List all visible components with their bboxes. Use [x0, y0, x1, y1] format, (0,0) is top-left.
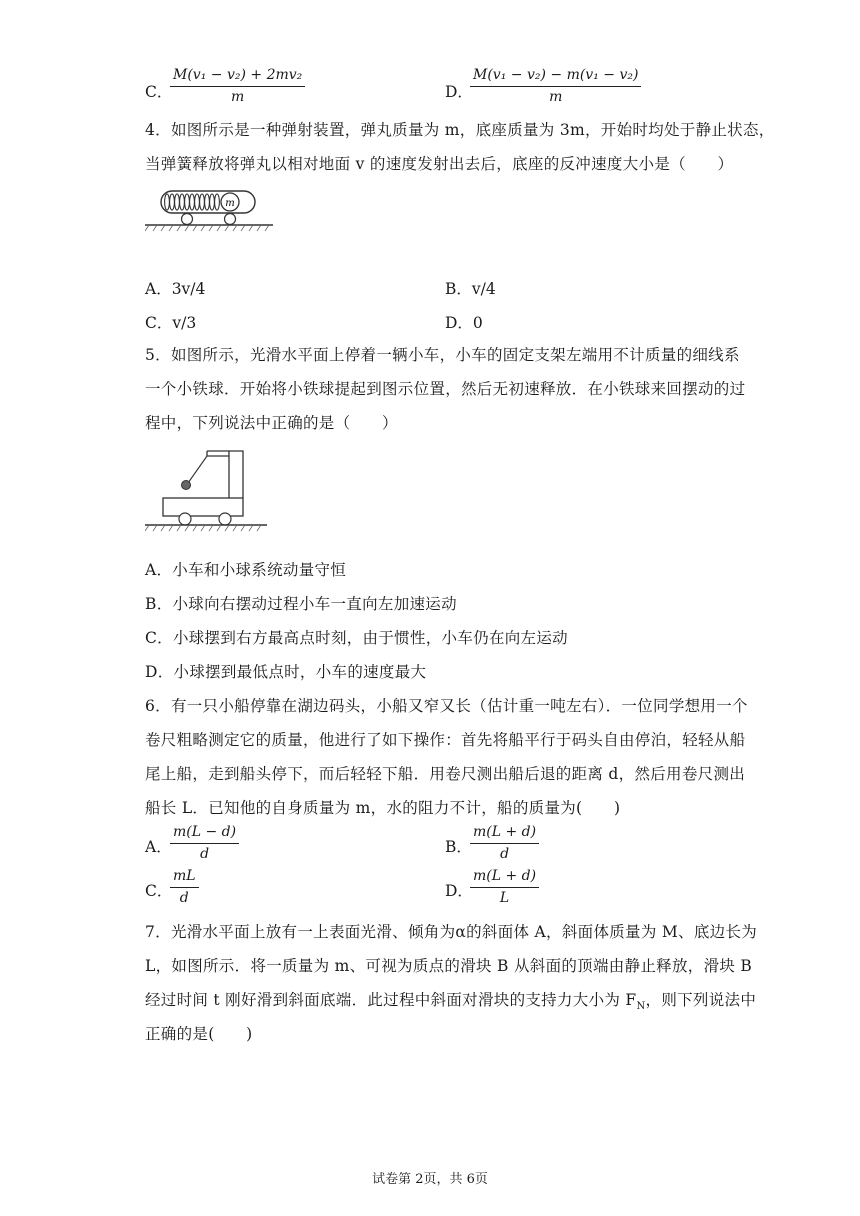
q5-option-c: C．小球摆到右方最高点时刻，由于惯性，小车仍在向左运动	[145, 629, 568, 647]
q6-option-b-numerator: m(L + d)	[470, 823, 539, 844]
q3-option-c-numerator: M(v₁ − v₂) + 2mv₂	[170, 66, 305, 87]
q6-option-c-denominator: d	[179, 890, 189, 906]
q4-option-d: D．0	[445, 314, 483, 332]
launcher-wheel-right	[225, 214, 236, 225]
q4-option-b: B．v/4	[445, 280, 496, 298]
floor-hatching	[145, 525, 261, 531]
q3-option-d-formula	[470, 66, 641, 105]
q6-option-a-formula	[170, 823, 239, 862]
q3-option-c-label: C．	[145, 83, 173, 101]
pendulum-cart-figure	[145, 443, 270, 539]
cart-wheel-right	[219, 513, 231, 525]
cart-support-post	[229, 451, 243, 498]
q3-option-d-numerator: M(v₁ − v₂) − m(v₁ − v₂)	[470, 66, 641, 87]
q7-stem-line3-text: 经过时间 t 刚好滑到斜面底端．此过程中斜面对滑块的支持力大小为 F	[145, 991, 637, 1009]
q7-stem-line2: L，如图所示．将一质量为 m、可视为质点的滑块 B 从斜面的顶端由静止释放，滑块 B	[145, 957, 753, 975]
spring-coil	[165, 194, 220, 210]
q6-option-d-label: D．	[445, 882, 473, 900]
q7-stem-line1: 7．光滑水平面上放有一上表面光滑、倾角为α的斜面体 A，斜面体质量为 M、底边长为	[145, 923, 758, 941]
cart-wheel-left	[179, 513, 191, 525]
projectile-label: m	[225, 198, 235, 209]
q6-option-a-numerator: m(L − d)	[170, 823, 239, 844]
q3-option-c-denominator: m	[231, 89, 245, 105]
q6-stem-line1: 6．有一只小船停靠在湖边码头，小船又窄又长（估计重一吨左右）．一位同学想用一个	[145, 697, 748, 715]
q6-stem-line4: 船长 L．已知他的自身质量为 m，水的阻力不计，船的质量为( )	[145, 799, 621, 817]
q5-option-b: B．小球向右摆动过程小车一直向左加速运动	[145, 595, 457, 613]
q6-option-a-label: A．	[145, 838, 172, 856]
q6-option-c-label: C．	[145, 882, 173, 900]
q4-stem-line1: 4．如图所示是一种弹射装置，弹丸质量为 m，底座质量为 3m，开始时均处于静止状态，	[145, 121, 775, 139]
q6-option-b-label: B．	[445, 838, 472, 856]
q7-force-subscript: N	[636, 1001, 646, 1013]
q5-stem-line3: 程中，下列说法中正确的是（ ）	[145, 414, 398, 432]
q6-option-d-formula	[470, 867, 539, 906]
q7-stem-line3	[145, 988, 756, 1012]
ground-hatching	[145, 225, 269, 231]
iron-ball	[182, 481, 191, 490]
q4-option-c: C．v/3	[145, 314, 197, 332]
q6-option-b-denominator: d	[500, 846, 510, 862]
q6-option-a-denominator: d	[200, 846, 210, 862]
q6-stem-line3: 尾上船，走到船头停下，而后轻轻下船．用卷尺测出船后退的距离 d，然后用卷尺测出	[145, 765, 746, 783]
pendulum-string	[188, 456, 207, 483]
q6-option-b-formula	[470, 823, 539, 862]
q6-option-d-denominator: L	[499, 890, 510, 906]
q3-option-d-denominator: m	[549, 89, 563, 105]
page-footer: 试卷第 2页，共 6页	[372, 1172, 488, 1187]
cart-support-arm	[207, 451, 229, 456]
q7-stem-line3-tail: ，则下列说法中	[645, 991, 757, 1009]
q5-stem-line1: 5．如图所示，光滑水平面上停着一辆小车，小车的固定支架左端用不计质量的细线系	[145, 346, 740, 364]
q6-option-d-numerator: m(L + d)	[470, 867, 539, 888]
cart-body	[163, 498, 243, 516]
launcher-wheel-left	[182, 214, 193, 225]
q4-stem-line2: 当弹簧释放将弹丸以相对地面 v 的速度发射出去后，底座的反冲速度大小是（ ）	[145, 155, 734, 173]
q6-stem-line2: 卷尺粗略测定它的质量，他进行了如下操作：首先将船平行于码头自由停泊，轻轻从船	[145, 731, 746, 749]
q7-stem-line4: 正确的是( )	[145, 1025, 253, 1043]
q3-option-d-label: D．	[445, 83, 473, 101]
q5-stem-line2: 一个小铁球．开始将小铁球提起到图示位置，然后无初速释放．在小铁球来回摆动的过	[145, 380, 746, 398]
q6-option-c-numerator: mL	[170, 867, 199, 888]
q6-option-c-formula	[170, 867, 199, 906]
q4-option-a: A．3v/4	[145, 280, 206, 298]
q5-option-d: D．小球摆到最低点时，小车的速度最大	[145, 663, 427, 681]
spring-launcher-figure	[145, 186, 275, 236]
q5-option-a: A．小车和小球系统动量守恒	[145, 561, 347, 579]
q3-option-c-formula	[170, 66, 305, 105]
